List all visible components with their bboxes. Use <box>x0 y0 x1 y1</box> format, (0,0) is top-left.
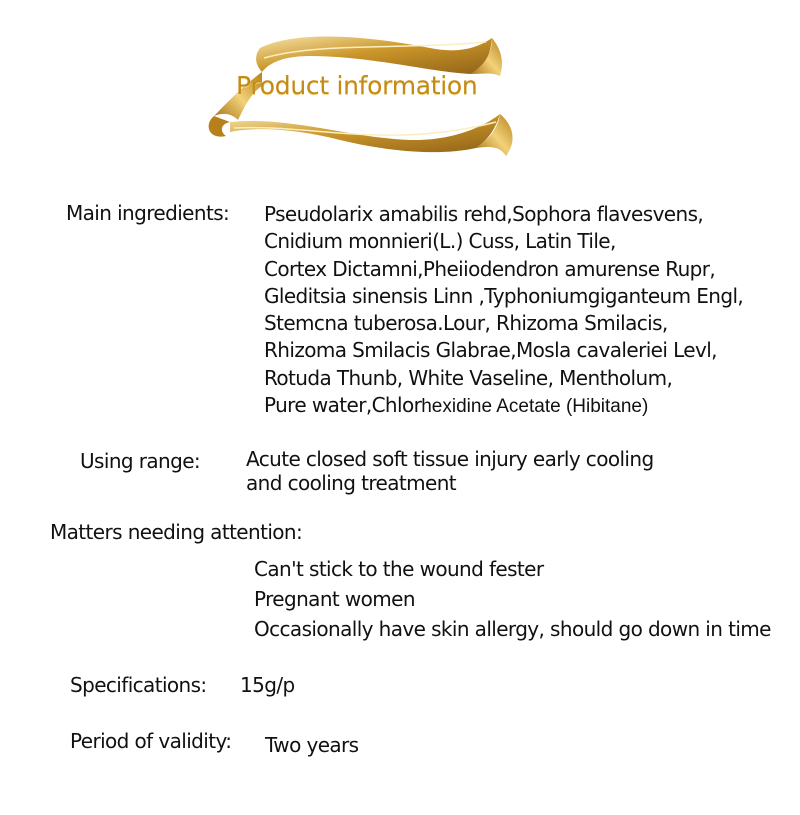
ingredient-line-last <box>264 392 743 419</box>
main-ingredients-label: Main ingredients: <box>66 201 230 225</box>
using-range-line: and cooling treatment <box>246 471 457 495</box>
ingredient-line: Rotuda Thunb, White Vaseline, Mentholum, <box>264 365 673 390</box>
specifications-label: Specifications: <box>70 673 207 697</box>
attention-item: Occasionally have skin allergy, should go down in time <box>254 617 771 641</box>
ingredient-line: Cnidium monnieri(L.) Cuss, Latin Tile, <box>264 229 616 254</box>
attention-item: Pregnant women <box>254 587 415 611</box>
product-information-banner <box>200 28 520 160</box>
attention-item: Can't stick to the wound fester <box>254 557 544 581</box>
using-range-line: Acute closed soft tissue injury early cooling <box>246 447 654 471</box>
ingredient-line: Pseudolarix amabilis rehd,Sophora flavesvens, <box>264 202 704 226</box>
ingredient-line-last-end: hexidine Acetate (Hibitane) <box>421 396 649 418</box>
specifications-value: 15g/p <box>240 673 295 697</box>
ingredient-line: Stemcna tuberosa.Lour, Rhizoma Smilacis, <box>264 311 668 336</box>
ingredient-line: Rhizoma Smilacis Glabrae,Mosla cavaleriei Levl, <box>264 338 717 363</box>
using-range-label: Using range: <box>80 449 201 473</box>
banner-title: Product information <box>236 71 478 100</box>
attention-label: Matters needing attention: <box>50 520 303 544</box>
ingredient-line-last-start: Pure water,Chlor <box>264 393 422 418</box>
using-range-text <box>246 447 654 495</box>
ingredient-line: Gleditsia sinensis Linn ,Typhoniumgiganteum Engl, <box>264 283 744 308</box>
validity-value: Two years <box>265 733 359 757</box>
ingredient-line: Cortex Dictamni,Pheiiodendron amurense Rupr, <box>264 256 716 281</box>
validity-label: Period of validity: <box>70 729 232 753</box>
attention-list <box>254 554 771 644</box>
main-ingredients-list <box>264 201 743 419</box>
